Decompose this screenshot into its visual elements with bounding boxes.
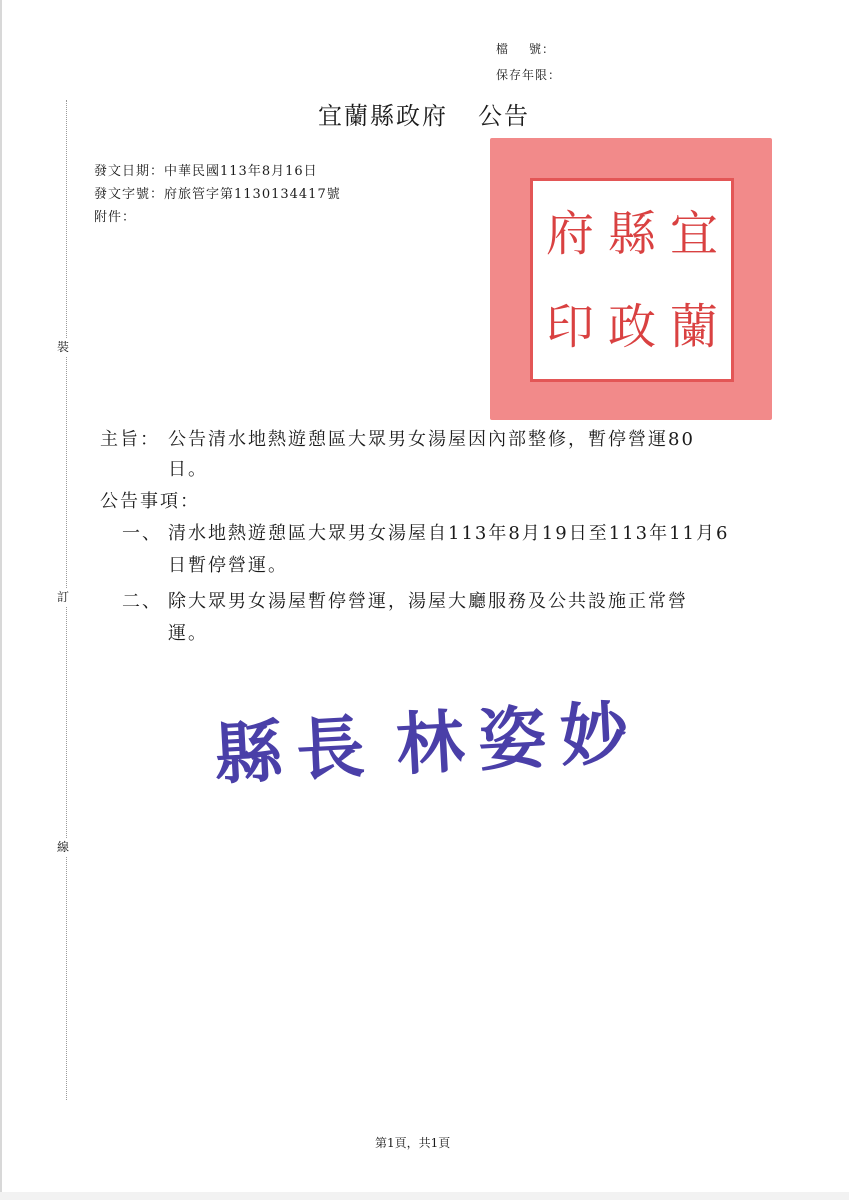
title-doc-type: 公告	[478, 102, 530, 130]
official-seal	[490, 138, 772, 420]
seal-char: 蘭	[669, 298, 718, 355]
signature-name: 林姿妙	[394, 692, 645, 786]
item-1-marker: 一、	[122, 523, 162, 544]
seal-column-middle	[601, 187, 663, 373]
file-number-field	[496, 40, 555, 57]
title-org: 宜蘭縣政府	[318, 102, 448, 130]
seal-char: 印	[545, 298, 594, 355]
seal-inner-frame	[530, 178, 734, 382]
retention-period-label: 保存年限：	[496, 68, 562, 82]
item-2-marker: 二、	[122, 591, 162, 612]
scan-edge	[0, 0, 2, 1200]
binding-char-ding: 訂	[57, 590, 70, 604]
magistrate-signature-stamp	[212, 679, 645, 798]
seal-char: 政	[607, 298, 656, 355]
subject-label: 主旨：	[100, 429, 160, 450]
attachment-label: 附件：	[94, 210, 137, 225]
seal-char: 府	[545, 205, 594, 262]
file-number-label-b: 號：	[529, 42, 556, 56]
file-number-label-a: 檔	[496, 42, 510, 56]
retention-period-field	[496, 66, 561, 83]
seal-char: 縣	[607, 205, 656, 262]
page-number: 第1頁，共1頁	[375, 1136, 451, 1150]
seal-column-left	[539, 187, 601, 373]
signature-title: 縣長	[212, 706, 381, 796]
reference-number: 發文字號：府旅管字第1130134417號	[94, 187, 341, 202]
subject-line-1: 公告清水地熱遊憩區大眾男女湯屋因內部整修，暫停營運80	[168, 429, 695, 450]
seal-char: 宜	[669, 205, 718, 262]
notice-heading: 公告事項：	[100, 491, 200, 512]
binding-char-xian: 線	[57, 840, 70, 854]
issue-date: 發文日期：中華民國113年8月16日	[94, 164, 318, 179]
subject-line-2: 日。	[168, 459, 208, 480]
item-2-line-1: 除大眾男女湯屋暫停營運，湯屋大廳服務及公共設施正常營	[168, 591, 688, 612]
page-title	[318, 96, 530, 131]
item-1-line-2: 日暫停營運。	[168, 555, 288, 576]
item-2-line-2: 運。	[168, 623, 208, 644]
seal-characters	[539, 187, 725, 373]
item-1-line-1: 清水地熱遊憩區大眾男女湯屋自113年8月19日至113年11月6	[168, 523, 730, 544]
scan-bottom-edge	[0, 1192, 849, 1200]
seal-column-right	[663, 187, 725, 373]
binding-char-zhuang: 裝	[57, 340, 70, 354]
